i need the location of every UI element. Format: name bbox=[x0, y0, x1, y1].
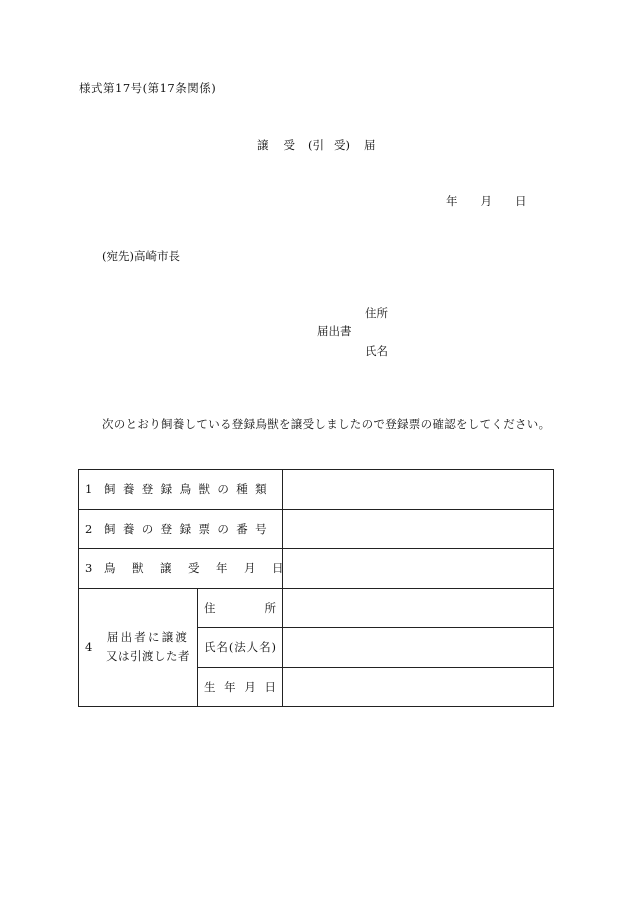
row-label-text: 鳥獣譲受年月日 bbox=[103, 561, 300, 576]
row-number: 4 bbox=[85, 640, 93, 655]
table-row bbox=[79, 549, 554, 589]
certificate-number-field[interactable] bbox=[283, 509, 554, 549]
title-char: (引 bbox=[308, 138, 324, 152]
transferor-birthdate-field[interactable] bbox=[283, 667, 554, 707]
row-number: 1 bbox=[85, 482, 93, 497]
date-line bbox=[446, 193, 527, 209]
transferor-name-field[interactable] bbox=[283, 628, 554, 668]
transfer-date-field[interactable] bbox=[283, 549, 554, 589]
table-row bbox=[79, 470, 554, 510]
title-char: 受 bbox=[283, 138, 295, 152]
row-label-line: 届出者に譲渡 bbox=[106, 630, 190, 645]
row-label bbox=[79, 470, 283, 510]
row-label-line: 又は引渡した者 bbox=[106, 649, 190, 664]
filer-name-label: 氏名 bbox=[365, 344, 388, 358]
transferor-address-field[interactable] bbox=[283, 588, 554, 628]
sub-row-label: 生年月日 bbox=[198, 667, 283, 707]
row-label bbox=[79, 549, 300, 589]
year-unit: 年 bbox=[446, 194, 458, 208]
row-label bbox=[79, 588, 198, 707]
info-table bbox=[78, 469, 554, 707]
title-char: 譲 bbox=[257, 138, 269, 152]
filer-label: 届出書 bbox=[317, 324, 352, 338]
row-label-text: 飼養の登録票の番号 bbox=[103, 521, 275, 536]
row-label bbox=[79, 509, 283, 549]
filer-address-label: 住所 bbox=[365, 306, 388, 320]
table-row bbox=[79, 509, 554, 549]
addressee: (宛先)高崎市長 bbox=[102, 249, 180, 263]
row-number: 3 bbox=[85, 561, 93, 576]
sub-row-label: 氏名(法人名) bbox=[198, 628, 283, 668]
day-unit: 日 bbox=[515, 194, 527, 208]
form-number: 様式第17号(第17条関係) bbox=[79, 81, 217, 95]
statement-text: 次のとおり飼養している登録鳥獣を譲受しましたので登録票の確認をしてください。 bbox=[102, 417, 551, 431]
document-title bbox=[257, 137, 376, 153]
title-char: 届 bbox=[364, 138, 376, 152]
table-row bbox=[79, 588, 554, 628]
row-number: 2 bbox=[85, 521, 93, 536]
row-label-text bbox=[105, 628, 191, 666]
species-field[interactable] bbox=[283, 470, 554, 510]
row-label-text: 飼養登録鳥獣の種類 bbox=[103, 482, 275, 497]
month-unit: 月 bbox=[480, 194, 492, 208]
title-char: 受) bbox=[334, 138, 350, 152]
sub-row-label: 住所 bbox=[198, 588, 283, 628]
